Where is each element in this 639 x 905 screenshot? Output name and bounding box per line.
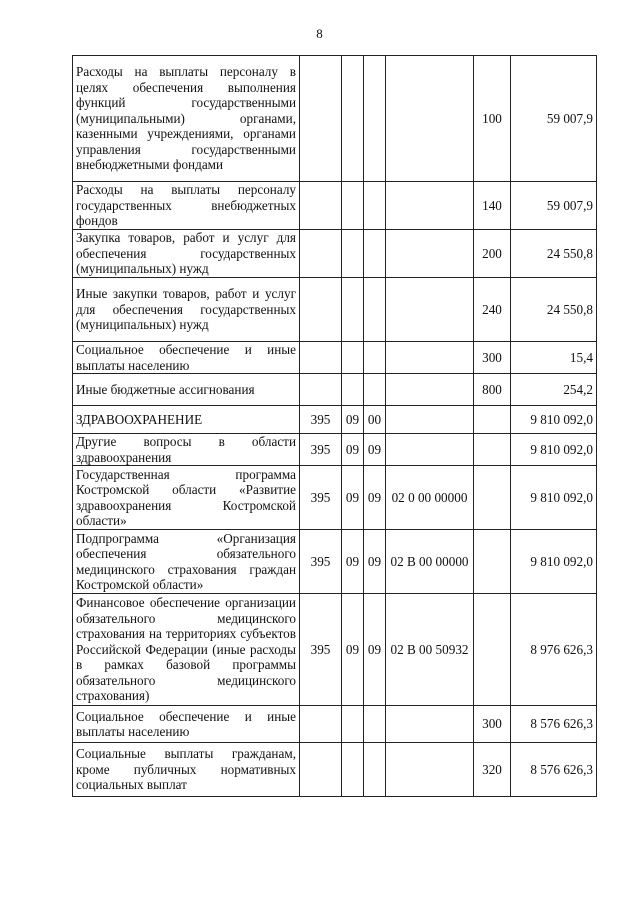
row-pr-cell (364, 342, 386, 374)
row-ved-cell (300, 182, 342, 230)
row-name-cell: Государственная программа Костромской области «Развитие здравоохранения Костромской области» (73, 466, 300, 530)
row-rz-cell (342, 182, 364, 230)
row-vr-cell: 200 (474, 230, 511, 278)
row-sum-cell: 9 810 092,0 (511, 434, 597, 466)
row-rz-cell: 09 (342, 594, 364, 706)
row-sum-cell: 9 810 092,0 (511, 530, 597, 594)
row-vr-cell (474, 594, 511, 706)
row-name-cell: Закупка товаров, работ и услуг для обеспечения государственных (муниципальных) нужд (73, 230, 300, 278)
table-row (73, 278, 597, 342)
row-vr-cell: 320 (474, 743, 511, 797)
row-name-cell: Расходы на выплаты персоналу государственных внебюджетных фондов (73, 182, 300, 230)
row-ved-cell: 395 (300, 406, 342, 434)
table-row (73, 706, 597, 743)
table-row (73, 743, 597, 797)
row-rz-cell: 09 (342, 530, 364, 594)
row-csr-cell (386, 56, 474, 182)
row-ved-cell (300, 374, 342, 406)
row-csr-cell (386, 706, 474, 743)
row-rz-cell: 09 (342, 434, 364, 466)
row-ved-cell: 395 (300, 466, 342, 530)
row-pr-cell (364, 56, 386, 182)
row-vr-cell: 300 (474, 706, 511, 743)
row-csr-cell: 02 В 00 00000 (386, 530, 474, 594)
row-name-cell: Иные закупки товаров, работ и услуг для обеспечения государственных (муниципальных) нужд (73, 278, 300, 342)
table-row (73, 56, 597, 182)
row-vr-cell: 300 (474, 342, 511, 374)
row-pr-cell (364, 278, 386, 342)
row-name-cell: Расходы на выплаты персоналу в целях обеспечения выполнения функций государственными (муниципальными) органами, казенными учреждениями, органами управления государственными внебюджетными фондами (73, 56, 300, 182)
row-ved-cell (300, 56, 342, 182)
row-vr-cell: 240 (474, 278, 511, 342)
row-ved-cell (300, 278, 342, 342)
row-pr-cell: 09 (364, 594, 386, 706)
row-name-cell: Иные бюджетные ассигнования (73, 374, 300, 406)
row-name-cell: Социальные выплаты гражданам, кроме публичных нормативных социальных выплат (73, 743, 300, 797)
table-row (73, 530, 597, 594)
row-vr-cell: 800 (474, 374, 511, 406)
row-sum-cell: 8 576 626,3 (511, 743, 597, 797)
row-pr-cell: 09 (364, 466, 386, 530)
row-pr-cell (364, 230, 386, 278)
row-rz-cell (342, 56, 364, 182)
table-row (73, 374, 597, 406)
row-ved-cell (300, 743, 342, 797)
row-ved-cell (300, 342, 342, 374)
row-csr-cell (386, 230, 474, 278)
row-csr-cell (386, 743, 474, 797)
row-pr-cell: 09 (364, 434, 386, 466)
row-sum-cell: 24 550,8 (511, 278, 597, 342)
budget-table (72, 55, 597, 797)
row-ved-cell: 395 (300, 530, 342, 594)
row-rz-cell: 09 (342, 466, 364, 530)
row-pr-cell (364, 374, 386, 406)
row-name-cell: Другие вопросы в области здравоохранения (73, 434, 300, 466)
row-csr-cell (386, 182, 474, 230)
table-row (73, 594, 597, 706)
row-sum-cell: 59 007,9 (511, 56, 597, 182)
row-sum-cell: 8 976 626,3 (511, 594, 597, 706)
row-ved-cell (300, 706, 342, 743)
row-csr-cell (386, 342, 474, 374)
row-rz-cell (342, 743, 364, 797)
row-csr-cell (386, 278, 474, 342)
row-sum-cell: 15,4 (511, 342, 597, 374)
row-pr-cell: 00 (364, 406, 386, 434)
row-sum-cell: 59 007,9 (511, 182, 597, 230)
row-rz-cell (342, 374, 364, 406)
row-ved-cell: 395 (300, 594, 342, 706)
row-sum-cell: 9 810 092,0 (511, 466, 597, 530)
row-csr-cell (386, 374, 474, 406)
page-number: 8 (316, 26, 323, 41)
row-csr-cell (386, 406, 474, 434)
row-sum-cell: 24 550,8 (511, 230, 597, 278)
table-row (73, 466, 597, 530)
row-name-cell: Финансовое обеспечение организации обязательного медицинского страхования на территориях субъектов Российской Федерации (иные расходы в рамках базовой программы обязательного медицинского страхования) (73, 594, 300, 706)
row-ved-cell: 395 (300, 434, 342, 466)
table-row (73, 434, 597, 466)
row-pr-cell (364, 743, 386, 797)
row-vr-cell: 140 (474, 182, 511, 230)
table-row (73, 182, 597, 230)
row-ved-cell (300, 230, 342, 278)
row-pr-cell (364, 182, 386, 230)
row-rz-cell (342, 278, 364, 342)
row-vr-cell: 100 (474, 56, 511, 182)
table-row (73, 230, 597, 278)
row-sum-cell: 254,2 (511, 374, 597, 406)
row-name-cell: Подпрограмма «Организация обеспечения обязательного медицинского страхования граждан Костромской области» (73, 530, 300, 594)
row-sum-cell: 9 810 092,0 (511, 406, 597, 434)
row-vr-cell (474, 530, 511, 594)
row-vr-cell (474, 434, 511, 466)
table-row (73, 406, 597, 434)
row-pr-cell (364, 706, 386, 743)
row-rz-cell (342, 342, 364, 374)
row-sum-cell: 8 576 626,3 (511, 706, 597, 743)
row-name-cell: Социальное обеспечение и иные выплаты населению (73, 706, 300, 743)
row-pr-cell: 09 (364, 530, 386, 594)
row-rz-cell (342, 230, 364, 278)
table-row (73, 342, 597, 374)
row-csr-cell: 02 0 00 00000 (386, 466, 474, 530)
row-name-cell: Социальное обеспечение и иные выплаты населению (73, 342, 300, 374)
row-vr-cell (474, 406, 511, 434)
row-csr-cell (386, 434, 474, 466)
row-csr-cell: 02 В 00 50932 (386, 594, 474, 706)
row-name-cell: ЗДРАВООХРАНЕНИЕ (73, 406, 300, 434)
row-rz-cell: 09 (342, 406, 364, 434)
row-vr-cell (474, 466, 511, 530)
row-rz-cell (342, 706, 364, 743)
